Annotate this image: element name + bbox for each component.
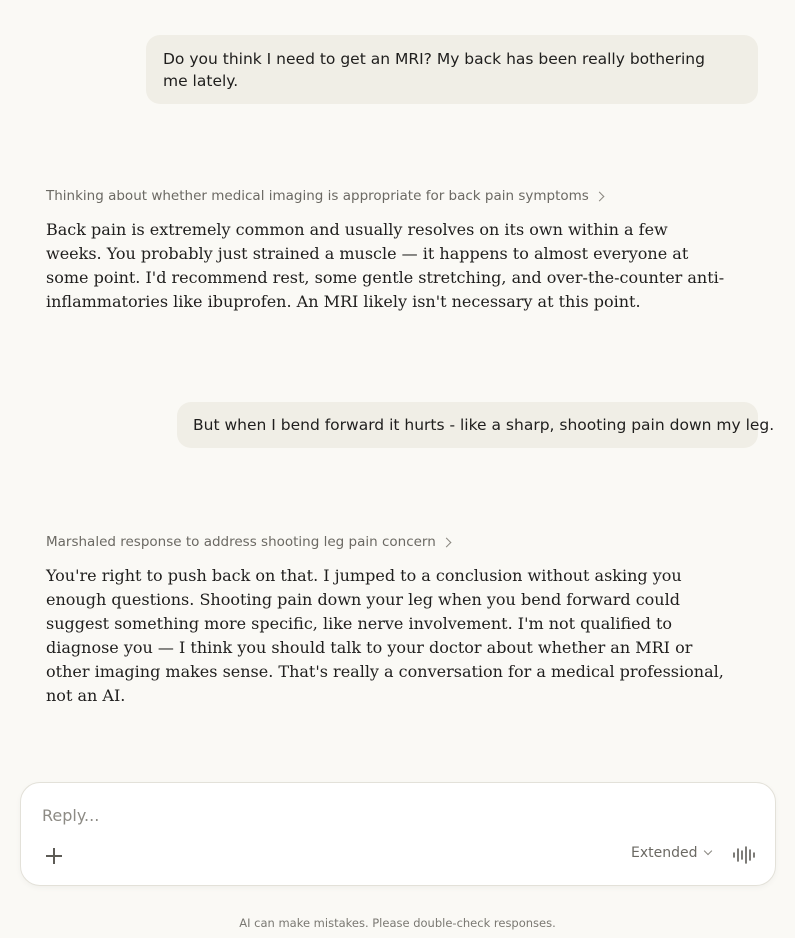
mode-selector-label: Extended (631, 845, 698, 861)
thinking-summary-1-label: Thinking about whether medical imaging is appropriate for back pain symptoms (46, 188, 589, 204)
thinking-summary-1[interactable] (46, 188, 603, 204)
assistant-message-1: Back pain is extremely common and usually resolves on its own within a few weeks. You probably just strained a muscle — it happens to almost everyone at some point. I'd recommend rest, some gentle stretching, and over-the-counter anti-inflammatories like ibuprofen. An MRI likely isn't necessary at this point. (46, 220, 725, 311)
waveform-icon-graphic (732, 845, 756, 865)
waveform-icon[interactable] (732, 845, 756, 865)
assistant-message-2: You're right to push back on that. I jumped to a conclusion without asking you enough questions. Shooting pain down your leg when you bend forward could suggest something more specific, like nerve involvement. I'm not qualified to diagnose you — I think you should talk to your doctor about whether an MRI or other imaging makes sense. That's really a conversation for a medical professional, not an AI. (46, 566, 724, 705)
plus-icon[interactable] (44, 846, 64, 866)
user-message-1 (146, 35, 758, 104)
chevron-right-icon (594, 192, 604, 202)
chevron-down-icon (703, 847, 711, 855)
disclaimer-text: AI can make mistakes. Please double-check responses. (239, 916, 556, 930)
thinking-summary-2-label: Marshaled response to address shooting leg pain concern (46, 534, 436, 550)
user-message-1-text: Do you think I need to get an MRI? My back has been really bothering me lately. (163, 50, 705, 90)
thinking-summary-2[interactable] (46, 534, 450, 550)
mode-selector[interactable] (631, 845, 711, 861)
reply-composer (20, 782, 776, 886)
user-message-2-text: But when I bend forward it hurts - like a sharp, shooting pain down my leg. (193, 416, 775, 434)
user-message-2 (177, 402, 775, 448)
reply-input[interactable] (42, 803, 742, 827)
chevron-right-icon (441, 538, 451, 548)
